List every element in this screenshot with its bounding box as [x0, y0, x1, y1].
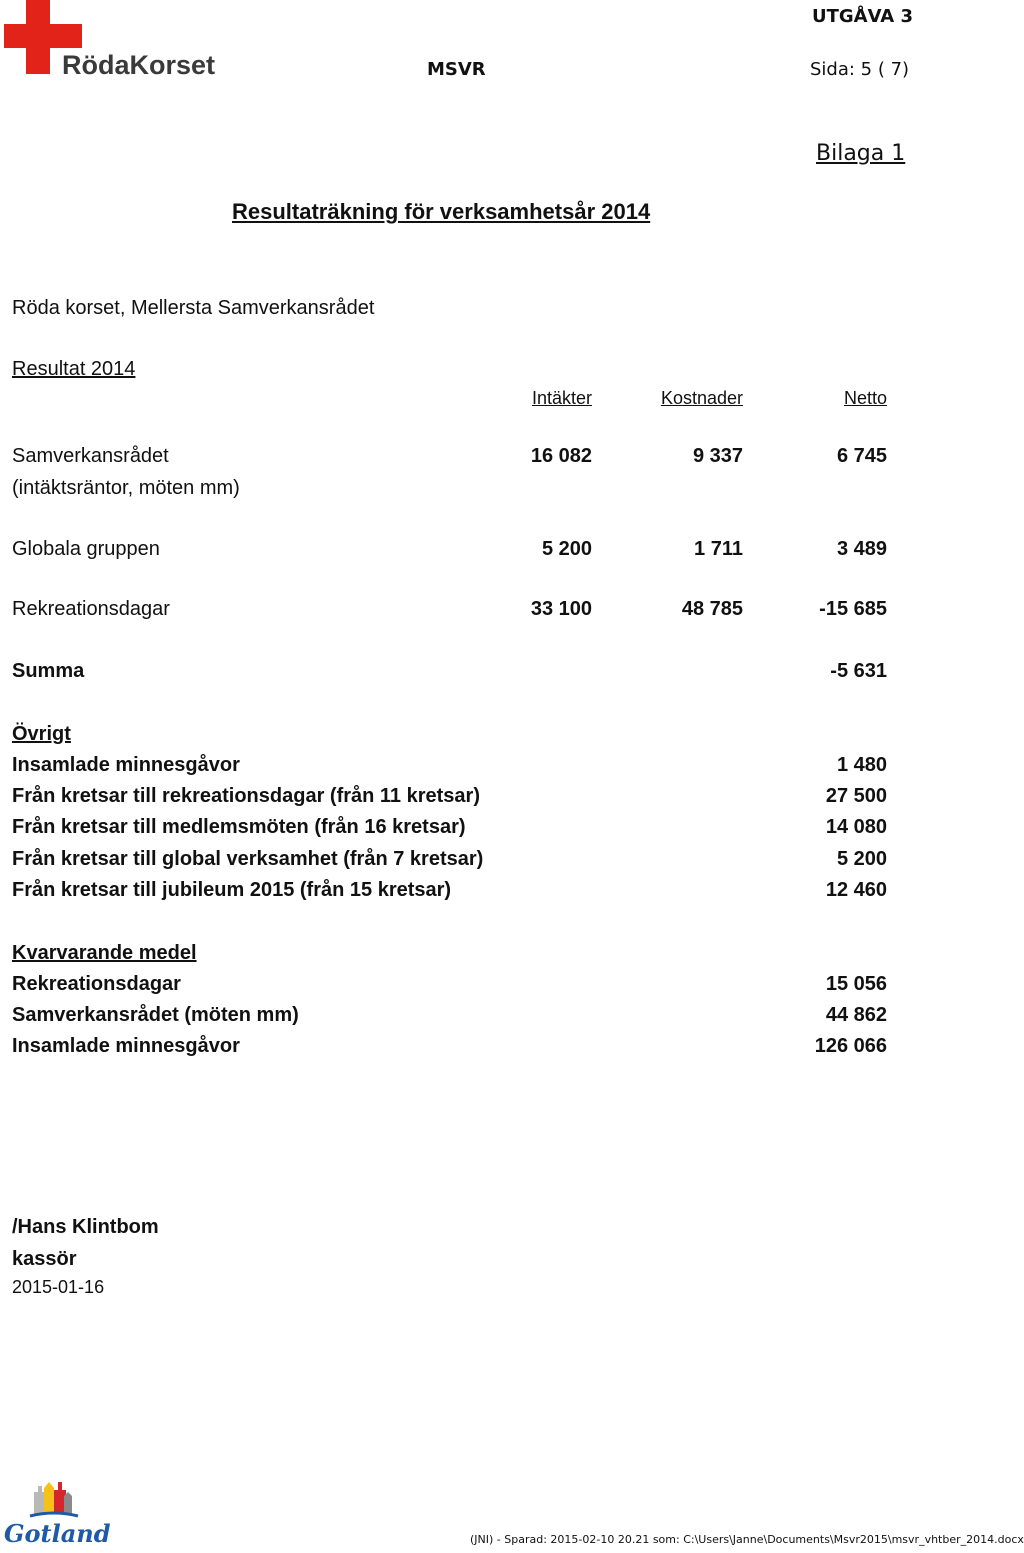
- result-row-income: 16 082: [530, 445, 592, 467]
- column-header-net: Netto: [843, 388, 887, 408]
- result-heading: Resultat 2014: [12, 358, 136, 380]
- logo-text: RödaKorset: [62, 50, 216, 80]
- result-row-income: 33 100: [530, 598, 592, 620]
- other-item-value: 5 200: [836, 848, 887, 870]
- signature-role: kassör: [12, 1248, 77, 1270]
- result-row-sublabel: (intäktsräntor, möten mm): [12, 477, 240, 499]
- other-item-label: Från kretsar till rekreationsdagar (från 11 kretsar): [12, 785, 480, 807]
- remaining-item-value: 15 056: [825, 973, 887, 995]
- remaining-item-label: Samverkansrådet (möten mm): [12, 1004, 299, 1026]
- result-row-net: -15 685: [819, 598, 887, 620]
- other-item-label: Från kretsar till medlemsmöten (från 16 kretsar): [12, 816, 466, 838]
- result-row-label: Samverkansrådet: [12, 445, 169, 467]
- result-row-label: Globala gruppen: [12, 538, 160, 560]
- other-item-value: 12 460: [825, 879, 887, 901]
- signature-name: /Hans Klintbom: [12, 1216, 159, 1238]
- signature-date: 2015-01-16: [12, 1277, 105, 1297]
- result-row-income: 5 200: [541, 538, 592, 560]
- remaining-item-value: 126 066: [814, 1035, 887, 1057]
- other-item-value: 27 500: [825, 785, 887, 807]
- organization-name: Röda korset, Mellersta Samverkansrådet: [12, 297, 375, 319]
- page-info: Sida: 5 ( 7): [810, 59, 910, 80]
- other-item-value: 14 080: [825, 816, 887, 838]
- remaining-item-label: Rekreationsdagar: [12, 973, 181, 995]
- result-row-costs: 1 711: [694, 538, 743, 560]
- result-row-costs: 9 337: [692, 445, 743, 467]
- other-item-label: Insamlade minnesgåvor: [12, 754, 240, 776]
- column-header-costs: Kostnader: [660, 388, 743, 408]
- attachment-label: Bilaga 1: [816, 141, 906, 166]
- org-short-label: MSVR: [427, 59, 486, 80]
- other-item-label: Från kretsar till jubileum 2015 (från 15 kretsar): [12, 879, 452, 901]
- sum-net: -5 631: [830, 660, 887, 682]
- page-title: Resultaträkning för verksamhetsår 2014: [232, 199, 651, 224]
- column-header-income: Intäkter: [531, 388, 592, 408]
- result-row-net: 3 489: [836, 538, 887, 560]
- result-row-label: Rekreationsdagar: [12, 598, 170, 620]
- remaining-item-label: Insamlade minnesgåvor: [12, 1035, 240, 1057]
- other-heading: Övrigt: [12, 723, 71, 745]
- roda-korset-logo: [4, 0, 216, 80]
- result-row-costs: 48 785: [681, 598, 743, 620]
- gotland-logo-text: Gotland: [4, 1519, 111, 1548]
- result-row-net: 6 745: [836, 445, 887, 467]
- edition-label: UTGÅVA 3: [812, 6, 914, 27]
- remaining-item-value: 44 862: [825, 1004, 887, 1026]
- other-item-label: Från kretsar till global verksamhet (från 7 kretsar): [12, 848, 484, 870]
- other-item-value: 1 480: [836, 754, 887, 776]
- gotland-logo: [4, 1478, 111, 1548]
- footer-saved-info: (JNI) - Sparad: 2015-02-10 20.21 som: C:\Users\Janne\Documents\Msvr2015\msvr_vhtber_2014.docx: [470, 1533, 1024, 1546]
- sum-label: Summa: [12, 660, 85, 682]
- remaining-heading: Kvarvarande medel: [12, 942, 197, 964]
